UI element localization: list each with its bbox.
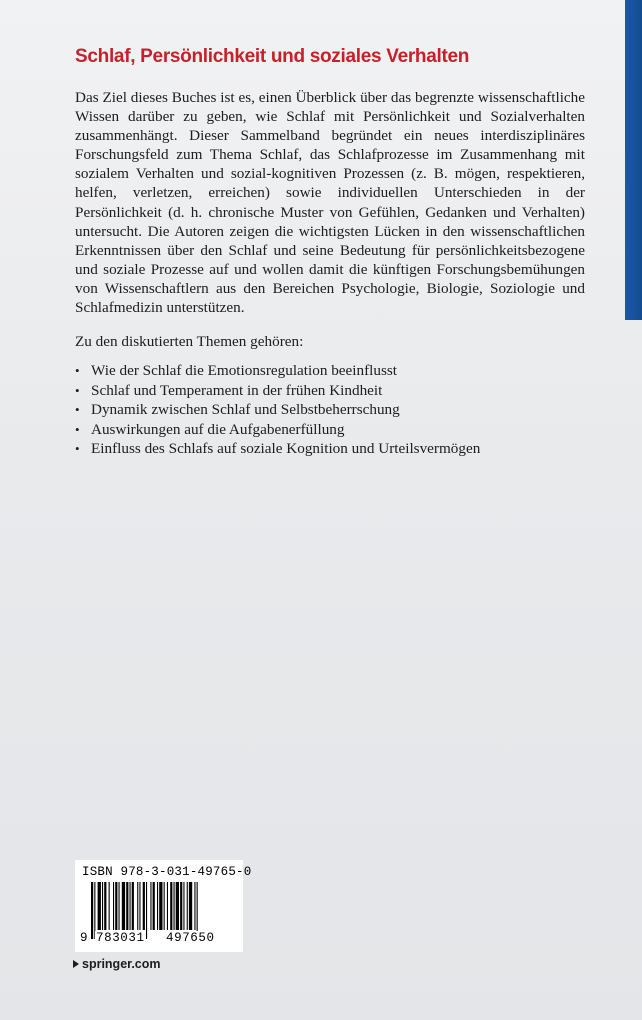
isbn-label: ISBN 978-3-031-49765-0	[82, 865, 252, 879]
topic-item: • Schlaf und Temperament in der frühen Kindheit	[75, 381, 585, 401]
barcode-digit-first: 9	[80, 931, 88, 945]
springer-link[interactable]	[73, 957, 161, 971]
barcode-digits-left: 783031	[96, 931, 145, 945]
topics-list	[75, 361, 585, 459]
springer-link-label: springer.com	[82, 957, 161, 971]
arrow-right-icon	[73, 960, 79, 968]
book-title: Schlaf, Persönlichkeit und soziales Verhalten	[75, 46, 470, 67]
isbn-barcode-box	[75, 860, 252, 952]
topic-item: • Auswirkungen auf die Aufgabenerfüllung	[75, 420, 585, 440]
topic-item: • Einfluss des Schlafs auf soziale Kognition und Urteilsvermögen	[75, 439, 585, 459]
topic-item: • Wie der Schlaf die Emotionsregulation beeinflusst	[75, 361, 585, 381]
blue-edge-bar	[625, 0, 642, 320]
back-cover-text	[75, 44, 585, 459]
barcode-digits-right: 497650	[166, 931, 215, 945]
topics-lead: Zu den diskutierten Themen gehören:	[75, 333, 304, 351]
intro-paragraph: Das Ziel dieses Buches ist es, einen Überblick über das begrenzte wissenschaftliche Wissen darüber zu geben, wie Schlaf mit Persönlichkeit und Sozialverhalten zusammenhängt. Dieser Sammelband begründet ein neues interdisziplinäres Forschungsfeld zum Thema Schlaf, das Schlafprozesse im Zusammenhang mit sozialem Verhalten und sozial-kognitiven Prozessen (z. B. mögen, respektieren, helfen, verletzen, erreichen) sowie individuellen Unterschieden in der Persönlichkeit (d. h. chronische Muster von Gefühlen, Gedanken und Verhalten) untersucht. Die Autoren zeigen die wichtigsten Lücken in den wissenschaftlichen Erkenntnissen über den Schlaf und seine Bedeutung für persönlichkeitsbezogene und soziale Prozesse auf und wollen damit die künftigen Forschungsbemühungen von Wissenschaftlern aus den Bereichen Psychologie, Biologie, Soziologie und Schlafmedizin unterstützen.	[75, 89, 585, 317]
topic-item: • Dynamik zwischen Schlaf und Selbstbeherrschung	[75, 400, 585, 420]
